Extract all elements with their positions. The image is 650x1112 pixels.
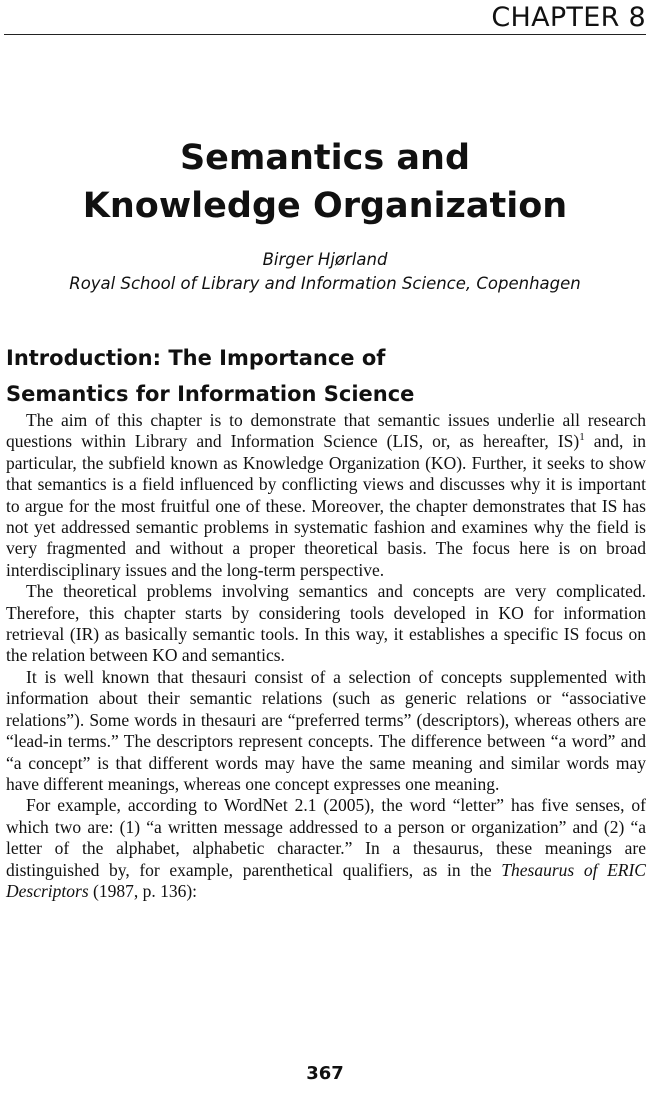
paragraph-1-text: The aim of this chapter is to demonstrate that semantic issues underlie all research questions within Library and Information Science (LIS, or, as hereafter, IS) xyxy=(6,410,646,452)
footnote-marker[interactable]: 1 xyxy=(579,431,585,444)
page-number: 367 xyxy=(306,1063,344,1084)
chapter-title-line-1: Semantics and xyxy=(179,138,471,178)
chapter-title-line-2: Knowledge Organization xyxy=(82,186,568,226)
paragraph-4 xyxy=(6,795,646,902)
paragraph-4-text-cont: (1987, p. 136): xyxy=(88,880,198,901)
author-affiliation: Royal School of Library and Information Science, Copenhagen xyxy=(69,274,581,293)
section-heading-line-2: Semantics for Information Science xyxy=(6,382,415,406)
paragraph-2: The theoretical problems involving semantics and concepts are very complicated. Therefore, this chapter starts by considering tools developed in KO for information retrieval (IR) as basically semantic tools. In this way, it establishes a specific IS focus on the relation between KO and semantics. xyxy=(6,581,646,666)
paragraph-4-text: For example, according to WordNet 2.1 (2005), the word “letter” has five senses, of which two are: (1) “a written message addressed to a person or organization” and (2) “a letter of the alphabet, alphabetic character.” In a thesaurus, these meanings are distinguished by, for example, parenthetical qualifiers, as in the xyxy=(6,795,646,880)
paragraph-3: It is well known that thesauri consist of a selection of concepts supplemented with information about their semantic relations (such as generic relations or “associative relations”). Some words in thesauri are “preferred terms” (descriptors), whereas others are “lead-in terms.” The descriptors represent concepts. The difference between “a word” and “a concept” is that different words may have the same meaning and similar words may have different meanings, whereas one concept expresses one meaning. xyxy=(6,666,646,794)
cited-work-title: Thesaurus of ERIC Descriptors xyxy=(6,859,646,901)
chapter-label: CHAPTER 8 xyxy=(491,2,646,33)
paragraph-1-text-cont: and, in particular, the subfield known as Knowledge Organization (KO). Further, it seeks to show that semantics is a field influenced by conflicting views and discusses why it is important to argue for the most fruitful one of these. Moreover, the chapter demonstrates that IS has not yet addressed semantic problems in systematic fashion and examines why the field is very fragmented and without a proper theoretical basis. The focus here is on broad interdisciplinary issues and the long-term perspective. xyxy=(6,431,646,580)
chapter-title xyxy=(0,134,650,230)
header-rule xyxy=(4,34,646,35)
paragraph-1 xyxy=(6,410,646,581)
section-heading-line-1: Introduction: The Importance of xyxy=(6,346,386,370)
section-heading xyxy=(6,340,414,412)
body-text xyxy=(6,410,646,902)
author-name: Birger Hjørland xyxy=(262,250,388,269)
